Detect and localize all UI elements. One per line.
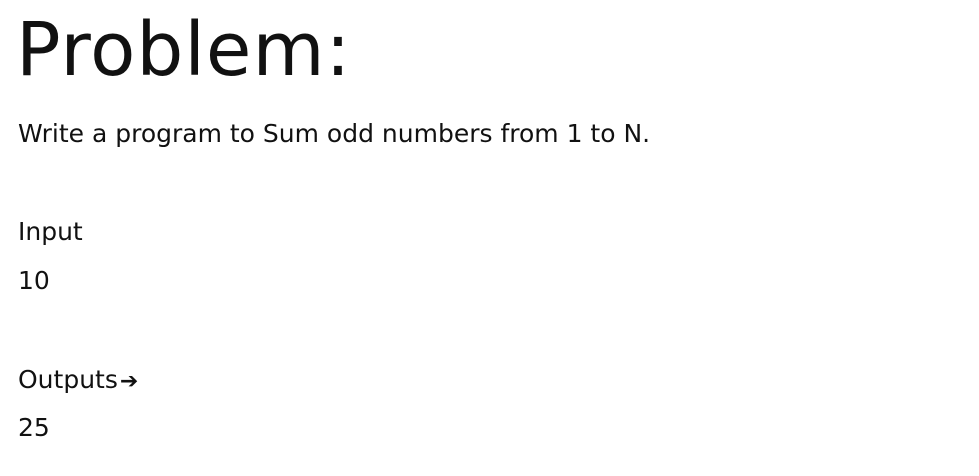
output-label-row bbox=[18, 360, 138, 402]
output-value: 25 bbox=[18, 413, 50, 442]
output-label: Outputs bbox=[18, 365, 118, 394]
problem-statement: Write a program to Sum odd numbers from 1 to N. bbox=[18, 119, 651, 148]
page-title: Problem: bbox=[16, 7, 352, 93]
input-label: Input bbox=[18, 217, 83, 246]
input-value: 10 bbox=[18, 266, 50, 295]
right-arrow-icon: ➔ bbox=[119, 369, 139, 394]
